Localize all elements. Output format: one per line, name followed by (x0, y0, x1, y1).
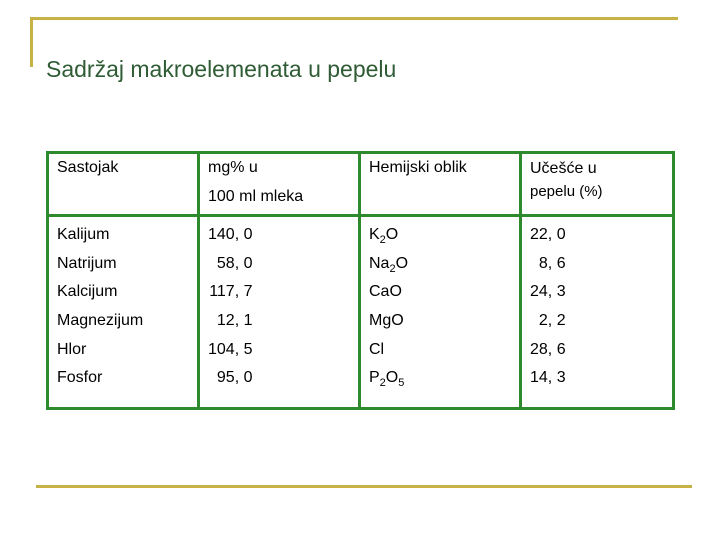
mg-values (208, 221, 252, 393)
cell-sastojak: Fosfor (57, 369, 103, 387)
cell-oblik (369, 336, 519, 365)
slide-title: Sadržaj makroelemenata u pepelu (46, 56, 397, 82)
top-rule (30, 17, 678, 20)
oblik-subscript: 5 (398, 377, 405, 390)
cell-oblik (369, 307, 519, 336)
cell-mg: 117, 7 (209, 283, 253, 301)
col-oblik (360, 216, 521, 409)
oblik-part: P (369, 369, 380, 387)
oblik-part: O (385, 226, 399, 243)
oblik-part: Cl (369, 340, 385, 358)
table-header-row (48, 153, 674, 216)
header-ucesce (521, 153, 674, 216)
cell-ucesce: 28, 6 (530, 340, 566, 358)
cell-oblik (369, 364, 519, 393)
cell-mg: 58, 0 (216, 254, 253, 272)
oblik-part: CaO (369, 283, 402, 301)
cell-oblik (369, 221, 519, 250)
header-mg-line2: 100 ml mleka (208, 187, 304, 205)
cell-mg: 104, 5 (208, 340, 253, 358)
cell-ucesce: 2, 2 (538, 312, 566, 330)
oblik-part: O (395, 254, 409, 272)
oblik-subscript: 2 (379, 377, 386, 390)
cell-sastojak: Magnezijum (57, 312, 144, 330)
oblik-part: K (369, 226, 380, 243)
cell-oblik (369, 250, 519, 279)
header-oblik-label: Hemijski oblik (369, 159, 467, 176)
header-mg-line1: mg% u (208, 159, 258, 176)
cell-sastojak: Kalcijum (57, 283, 118, 301)
header-ucesce-line2: pepelu (%) (530, 183, 603, 200)
cell-sastojak: Kalijum (57, 226, 110, 243)
col-mg (199, 216, 360, 409)
oblik-subscript: 2 (389, 262, 396, 275)
cell-mg: 12, 1 (216, 312, 253, 330)
oblik-subscript: 2 (379, 234, 386, 246)
oblik-part: Na (369, 254, 390, 272)
header-sastojak (48, 153, 199, 216)
left-rule (30, 17, 33, 67)
col-ucesce (521, 216, 674, 409)
cell-oblik (369, 278, 519, 307)
cell-ucesce: 8, 6 (538, 254, 566, 272)
cell-ucesce: 22, 0 (530, 226, 566, 243)
col-sastojak (48, 216, 199, 409)
table-body-row (48, 216, 674, 409)
cell-mg: 95, 0 (216, 369, 253, 387)
makroelementi-table (46, 151, 675, 410)
header-mg (199, 153, 360, 216)
oblik-part: O (385, 369, 399, 387)
cell-mg: 140, 0 (208, 226, 253, 243)
cell-sastojak: Natrijum (57, 254, 117, 272)
cell-ucesce: 14, 3 (530, 369, 566, 387)
ucesce-values (530, 221, 566, 393)
header-ucesce-line1: Učešće u (530, 160, 597, 177)
cell-sastojak: Hlor (57, 340, 87, 358)
bottom-rule (36, 485, 692, 488)
header-sastojak-label: Sastojak (57, 159, 119, 176)
header-oblik (360, 153, 521, 216)
cell-ucesce: 24, 3 (530, 283, 566, 301)
oblik-part: MgO (369, 312, 404, 330)
